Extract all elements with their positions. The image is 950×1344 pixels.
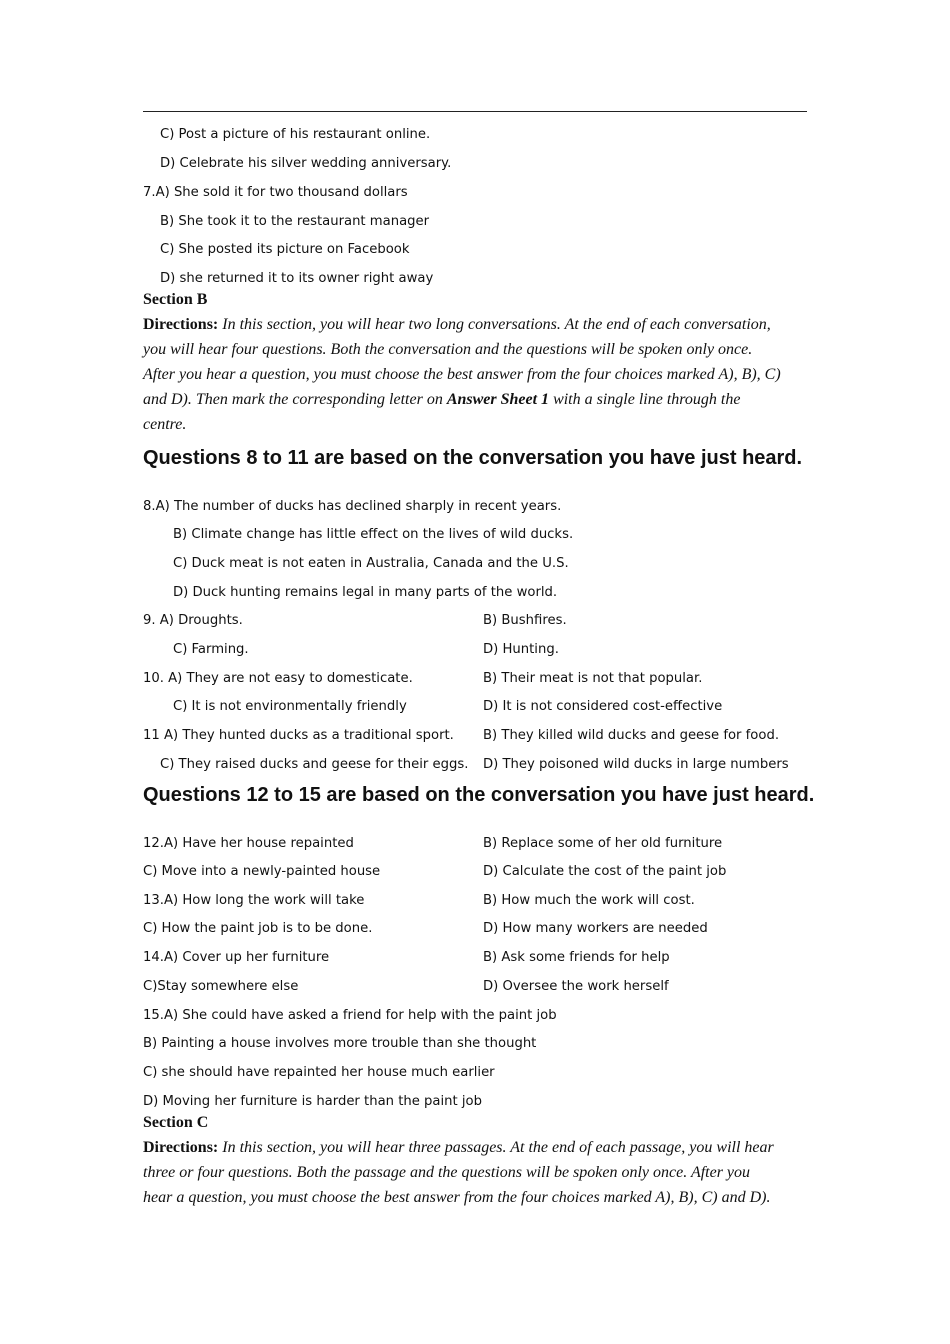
q11-option-d: D) They poisoned wild ducks in large numbers: [483, 757, 789, 772]
q6-option-d: D) Celebrate his silver wedding anniversary.: [160, 156, 452, 171]
q9-option-c: C) Farming.: [173, 642, 249, 657]
q13-option-c: C) How the paint job is to be done.: [143, 921, 373, 936]
q8-option-c: C) Duck meat is not eaten in Australia, Canada and the U.S.: [173, 556, 569, 571]
q11-option-a: 11 A) They hunted ducks as a traditional sport.: [143, 728, 454, 743]
q15-option-b: B) Painting a house involves more trouble than she thought: [143, 1036, 537, 1051]
q9-option-d: D) Hunting.: [483, 642, 559, 657]
q10-option-d: D) It is not considered cost-effective: [483, 699, 723, 714]
q8-option-a: 8.A) The number of ducks has declined sharply in recent years.: [143, 499, 562, 514]
q11-option-c: C) They raised ducks and geese for their eggs.: [160, 757, 469, 772]
section-b-title: Section B: [143, 291, 208, 308]
q11-option-b: B) They killed wild ducks and geese for food.: [483, 728, 780, 743]
section-c-directions-line-2: three or four questions. Both the passage and the questions will be spoken only once. After you: [143, 1164, 751, 1181]
q10-option-a: 10. A) They are not easy to domesticate.: [143, 671, 413, 686]
q7-option-c: C) She posted its picture on Facebook: [160, 242, 410, 257]
q15-option-d: D) Moving her furniture is harder than the paint job: [143, 1094, 482, 1109]
q14-option-d: D) Oversee the work herself: [483, 979, 669, 994]
section-b-directions-line-3: After you hear a question, you must choose the best answer from the four choices marked A), B), C): [143, 366, 781, 383]
section-c-directions-line-3: hear a question, you must choose the best answer from the four choices marked A), B), C) and D).: [143, 1189, 771, 1206]
q8-option-d: D) Duck hunting remains legal in many parts of the world.: [173, 585, 558, 600]
section-b-directions-line-4: and D). Then mark the corresponding letter on Answer Sheet 1 with a single line through the: [143, 391, 741, 408]
section-c-directions-line-1: Directions: In this section, you will hear three passages. At the end of each passage, you will hear: [143, 1139, 774, 1156]
q13-option-b: B) How much the work will cost.: [483, 893, 695, 908]
q7-option-a: 7.A) She sold it for two thousand dollars: [143, 185, 408, 200]
q12-option-a: 12.A) Have her house repainted: [143, 836, 354, 851]
section-c-title: Section C: [143, 1114, 209, 1131]
q15-option-c: C) she should have repainted her house much earlier: [143, 1065, 495, 1080]
q14-option-b: B) Ask some friends for help: [483, 950, 670, 965]
questions-8-11-heading: Questions 8 to 11 are based on the conversation you have just heard.: [143, 447, 803, 469]
q14-option-a: 14.A) Cover up her furniture: [143, 950, 330, 965]
q7-option-d: D) she returned it to its owner right away: [160, 271, 434, 286]
q12-option-d: D) Calculate the cost of the paint job: [483, 864, 727, 879]
q9-option-a: 9. A) Droughts.: [143, 613, 243, 628]
q12-option-c: C) Move into a newly-painted house: [143, 864, 381, 879]
q7-option-b: B) She took it to the restaurant manager: [160, 214, 430, 229]
header-rule: [143, 111, 807, 112]
q10-option-b: B) Their meat is not that popular.: [483, 671, 703, 686]
q10-option-c: C) It is not environmentally friendly: [173, 699, 407, 714]
section-b-directions-line-2: you will hear four questions. Both the conversation and the questions will be spoken only once.: [143, 341, 753, 358]
answer-sheet-ref: Answer Sheet 1: [446, 391, 550, 408]
q13-option-a: 13.A) How long the work will take: [143, 893, 365, 908]
q12-option-b: B) Replace some of her old furniture: [483, 836, 723, 851]
section-b-directions-line-5: centre.: [143, 416, 187, 433]
q13-option-d: D) How many workers are needed: [483, 921, 708, 936]
q6-option-c: C) Post a picture of his restaurant online.: [160, 127, 431, 142]
q8-option-b: B) Climate change has little effect on the lives of wild ducks.: [173, 527, 574, 542]
section-b-directions-label: Directions:: [143, 316, 219, 333]
section-b-directions-line-1: Directions: In this section, you will hear two long conversations. At the end of each conversation,: [143, 316, 771, 333]
q9-option-b: B) Bushfires.: [483, 613, 567, 628]
q15-option-a: 15.A) She could have asked a friend for help with the paint job: [143, 1008, 557, 1023]
q14-option-c: C)Stay somewhere else: [143, 979, 299, 994]
section-c-directions-label: Directions:: [143, 1139, 219, 1156]
questions-12-15-heading: Questions 12 to 15 are based on the conversation you have just heard.: [143, 784, 815, 806]
